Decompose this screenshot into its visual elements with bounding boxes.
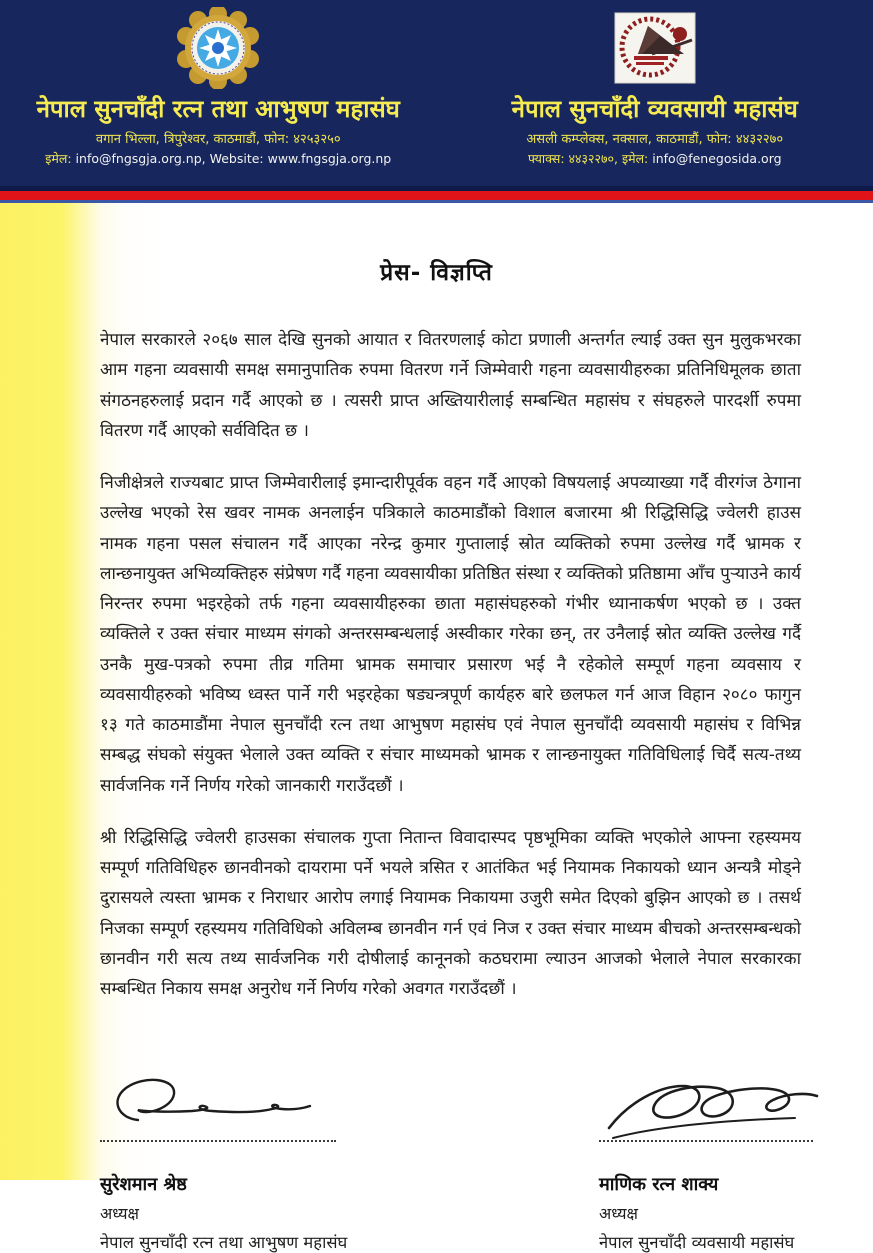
right-org-address: असली कम्प्लेक्स, नक्साल, काठमाडौं, फोन: ४४३२२७० [526, 129, 783, 147]
left-org-block [0, 0, 437, 167]
signature-block-right [599, 1072, 813, 1253]
signature-right-scribble-icon [599, 1072, 813, 1138]
right-org-block [437, 0, 873, 167]
signatory-left-organization: नेपाल सुनचाँदी रत्न तथा आभुषण महासंघ [100, 1230, 347, 1253]
signature-row [100, 1072, 813, 1253]
signatory-right-name: माणिक रत्न शाक्य [599, 1172, 813, 1196]
right-org-contact [528, 150, 782, 167]
signatory-right-designation: अध्यक्ष [599, 1202, 813, 1224]
left-org-name: नेपाल सुनचाँदी रत्न तथा आभुषण महासंघ [37, 96, 400, 124]
signature-block-left [100, 1072, 347, 1253]
paragraph-1: नेपाल सरकारले २०६७ साल देखि सुनको आयात र वितरणलाई कोटा प्रणाली अन्तर्गत ल्याई उक्त सुन मुलुकभरका आम गहना व्यवसायी समक्ष समानुपातिक रुपमा वितरण गर्ने जिम्मेवारी गहना व्यवसायीहरुका प्रतिनिधिमूलक छाता संगठनहरुलाई प्रदान गर्दै आएको छ । त्यसरी प्राप्त अख्तियारीलाई सम्बन्धित महासंघ र संघहरुले पारदर्शी रुपमा वितरण गर्दै आएको सर्वविदित छ । [100, 325, 801, 446]
left-org-address: वगान भिल्ला, त्रिपुरेश्वर, काठमाडौं, फोन: ४२५३२५० [96, 129, 341, 147]
left-org-contact-value: info@fngsgja.org.np, Website: www.fngsgja.org.np [76, 151, 392, 166]
signature-left-scribble-icon [100, 1072, 347, 1138]
right-org-logo [612, 6, 698, 94]
left-org-contact [45, 150, 391, 167]
right-org-name: नेपाल सुनचाँदी व्यवसायी महासंघ [512, 96, 798, 124]
paragraph-3: श्री रिद्धिसिद्धि ज्वेलरी हाउसका संचालक गुप्ता नितान्त विवादास्पद पृष्ठभूमिका व्यक्ति भएकोले आफ्ना रहस्यमय सम्पूर्ण गतिविधिहरु छानवीनको दायरामा पर्ने भयले त्रसित र आतंकित भई नियामक निकायको ध्यान अन्यत्रै मोड्ने दुरासयले त्यस्ता भ्रामक र निराधार आरोप लगाई नियामक निकायमा उजुरी समेत दिएको बुझिन आएको छ । तसर्थ निजका सम्पूर्ण रहस्यमय गतिविधिको अविलम्ब छानवीन गर्न एवं निज र उक्त संचार माध्यम बीचको अन्तरसम्बन्धको छानवीन गरी सत्य तथ्य सार्वजनिक गरी दोषीलाई कानूनको कठघरामा ल्याउन आजको भेलाले नेपाल सरकारका सम्बन्धित निकाय समक्ष अनुरोध गर्ने निर्णय गरेको अवगत गराउँदछौं । [100, 823, 801, 1005]
red-seal-mountain-emblem-icon [612, 10, 698, 90]
right-org-contact-value: info@fenegosida.org [652, 151, 781, 166]
signatory-left-name: सुरेशमान श्रेष्ठ [100, 1172, 347, 1196]
signatory-right-organization: नेपाल सुनचाँदी व्यवसायी महासंघ [599, 1230, 813, 1253]
page-title: प्रेस- विज्ञप्ति [0, 203, 873, 287]
left-org-logo [177, 6, 259, 94]
header-red-stripe [0, 191, 873, 200]
right-org-contact-label: फ्याक्स: ४४३२२७०, इमेल: [528, 151, 648, 166]
left-org-contact-label: इमेल: [45, 151, 71, 166]
signatory-left-designation: अध्यक्ष [100, 1202, 347, 1224]
press-release-body [100, 325, 801, 1004]
press-release-sheet [0, 203, 873, 1180]
letterhead [0, 0, 873, 186]
gold-scalloped-star-emblem-icon [177, 7, 259, 93]
paragraph-2: निजीक्षेत्रले राज्यबाट प्राप्त जिम्मेवारीलाई इमान्दारीपूर्वक वहन गर्दै आएको विषयलाई अपव्याख्या गर्दै वीरगंज ठेगाना उल्लेख भएको रेस खवर नामक अनलाईन पत्रिकाले काठमाडौंको विशाल बजारमा श्री रिद्धिसिद्धि ज्वेलरी हाउस नामक गहना पसल संचालन गर्दै आएका नरेन्द्र कुमार गुप्तालाई स्रोत व्यक्तिको रुपमा उल्लेख गर्दै भ्रामक र लान्छनायुक्त अभिव्यक्तिहरु संप्रेषण गर्दै गहना व्यवसायीका प्रतिष्ठित संस्था र व्यक्तिको प्रतिष्ठामा आँच पुऱ्याउने कार्य निरन्तर रुपमा भइरहेको तर्फ गहना व्यवसायीहरुका छाता महासंघहरुको गंभीर ध्यानाकर्षण भएको छ । उक्त व्यक्तिले र उक्त संचार माध्यम संगको अन्तरसम्बन्धलाई अस्वीकार गरेका छन्, तर उनैलाई स्रोत व्यक्ति उल्लेख गर्दै उनकै मुख-पत्रको रुपमा तीव्र गतिमा भ्रामक समाचार प्रसारण भई नै रहेकोले सम्पूर्ण गहना व्यवसाय र व्यवसायीहरुको भविष्य ध्वस्त पार्ने गरी भइरहेका षड्यन्त्रपूर्ण कार्यहरु बारे छलफल गर्न आज विहान २०८० फागुन १३ गते काठमाडौंमा नेपाल सुनचाँदी रत्न तथा आभुषण महासंघ एवं नेपाल सुनचाँदी व्यवसायी महासंघ र विभिन्न सम्बद्ध संघको संयुक्त भेलाले उक्त व्यक्ति र संचार माध्यमको भ्रामक र लान्छनायुक्त गतिविधिलाई चिर्दै सत्य-तथ्य सार्वजनिक गर्ने निर्णय गरेको जानकारी गराउँदछौं । [100, 468, 801, 801]
